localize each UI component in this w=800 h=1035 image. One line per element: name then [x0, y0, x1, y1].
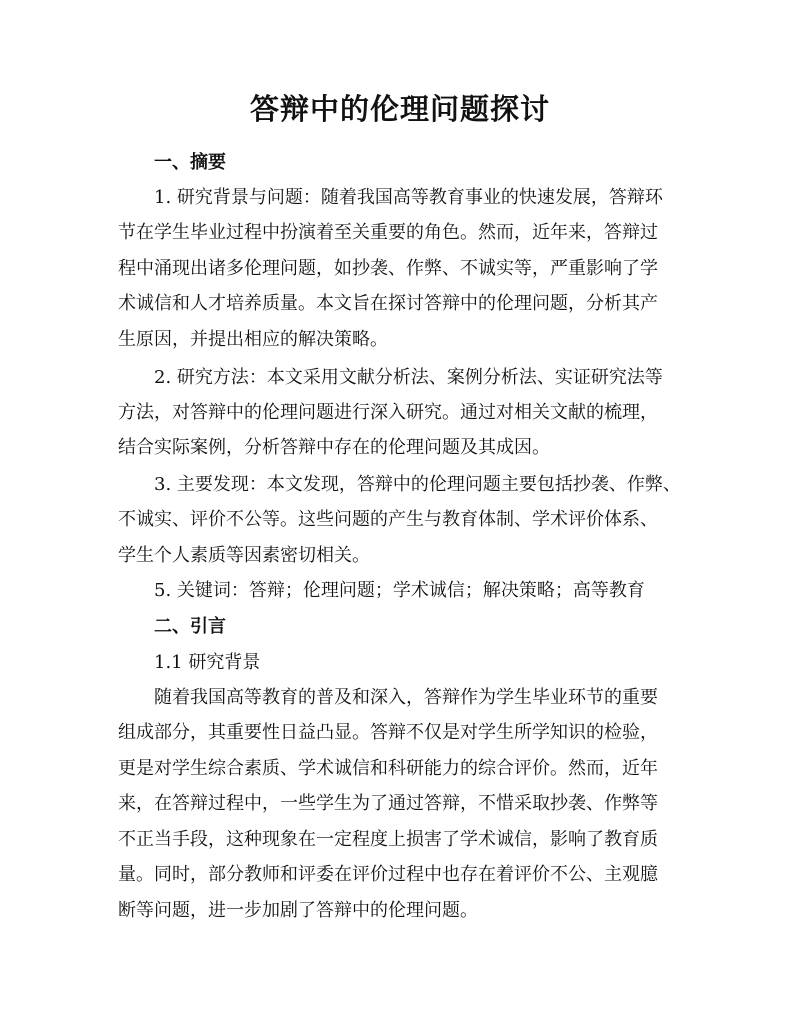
intro-p1-line-3: 更是对学生综合素质、学术诚信和科研能力的综合评价。然而，近年 — [118, 758, 658, 779]
intro-p1-line-6: 量。同时，部分教师和评委在评价过程中也存在着评价不公、主观臆 — [118, 864, 658, 885]
abstract-p1-line-5: 生原因，并提出相应的解决策略。 — [118, 329, 388, 350]
abstract-p3-line-1: 3. 主要发现：本文发现，答辩中的伦理问题主要包括抄袭、作弊、 — [154, 474, 681, 495]
abstract-keywords: 5. 关键词：答辩；伦理问题；学术诚信；解决策略；高等教育 — [154, 580, 645, 601]
intro-p1-line-7: 断等问题，进一步加剧了答辩中的伦理问题。 — [118, 900, 478, 921]
abstract-p3-line-2: 不诚实、评价不公等。这些问题的产生与教育体制、学术评价体系、 — [118, 509, 658, 530]
intro-p1-line-4: 来，在答辩过程中，一些学生为了通过答辩，不惜采取抄袭、作弊等 — [118, 793, 658, 814]
abstract-p1-line-3: 程中涌现出诸多伦理问题，如抄袭、作弊、不诚实等，严重影响了学 — [118, 258, 658, 279]
abstract-p3-line-3: 学生个人素质等因素密切相关。 — [118, 545, 370, 566]
abstract-p1-line-2: 节在学生毕业过程中扮演着至关重要的角色。然而，近年来，答辩过 — [118, 222, 658, 243]
document-title: 答辩中的伦理问题探讨 — [249, 92, 550, 126]
subheading-research-background: 1.1 研究背景 — [154, 652, 261, 673]
abstract-p1-line-4: 术诚信和人才培养质量。本文旨在探讨答辩中的伦理问题，分析其产 — [118, 293, 658, 314]
abstract-p2-line-2: 方法，对答辩中的伦理问题进行深入研究。通过对相关文献的梳理， — [118, 402, 658, 423]
section-heading-intro: 二、引言 — [154, 616, 226, 637]
abstract-p2-line-3: 结合实际案例，分析答辩中存在的伦理问题及其成因。 — [118, 437, 550, 458]
section-heading-abstract: 一、摘要 — [154, 152, 226, 173]
intro-p1-line-1: 随着我国高等教育的普及和深入，答辩作为学生毕业环节的重要 — [154, 687, 658, 708]
abstract-p2-line-1: 2. 研究方法：本文采用文献分析法、案例分析法、实证研究法等 — [154, 367, 663, 388]
intro-p1-line-2: 组成部分，其重要性日益凸显。答辩不仅是对学生所学知识的检验， — [118, 722, 658, 743]
intro-p1-line-5: 不正当手段，这种现象在一定程度上损害了学术诚信，影响了教育质 — [118, 829, 658, 850]
abstract-p1-line-1: 1. 研究背景与问题：随着我国高等教育事业的快速发展，答辩环 — [154, 187, 663, 208]
